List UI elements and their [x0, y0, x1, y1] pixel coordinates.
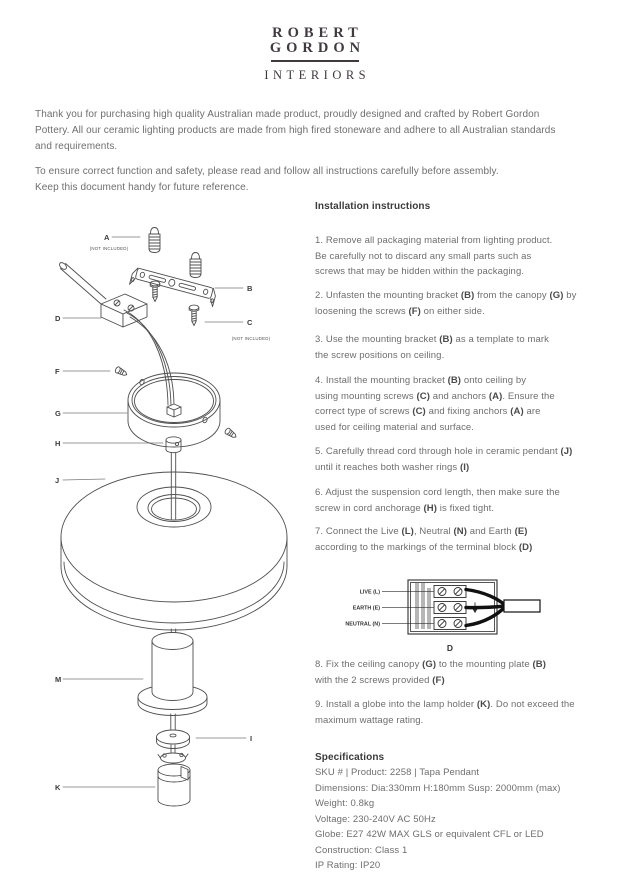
suspension-rod-top — [58, 261, 106, 304]
spec-line-construction: Construction: Class 1 — [315, 844, 408, 856]
cable-sheath — [504, 600, 540, 612]
canopy-screw-f-icon — [114, 366, 128, 378]
spec-line-sku: SKU # | Product: 2258 | Tapa Pendant — [315, 767, 480, 778]
cable-wires — [466, 590, 505, 626]
spec-line-globe: Globe: E27 42W MAX GLS or equivalent CFL or LED — [315, 829, 544, 840]
step-2: 2. Unfasten the mounting bracket (B) from the canopy (G) by loosening the screws (F) on either side. — [315, 290, 577, 317]
part-label-g: G — [55, 409, 61, 418]
specifications-heading: Specifications — [315, 752, 385, 763]
part-label-f: F — [55, 367, 60, 376]
lamp-holder — [158, 764, 190, 806]
step-9: 9. Install a globe into the lamp holder (K). Do not exceed the maximum wattage rating. — [315, 699, 575, 726]
step-3: 3. Use the mounting bracket (B) as a template to mark the screw positions on ceiling. — [315, 334, 549, 361]
clip-ring — [158, 745, 188, 763]
step-1: 1. Remove all packaging material from lighting product. Be carefully not to discard any small parts such as screws that may be hidden within the packaging. — [315, 235, 553, 277]
step-4: 4. Install the mounting bracket (B) onto ceiling by using mounting screws (C) and anchors (A). Ensure the correct type of screws (C) and fixing anchors (A) are used for ceiling material and surface. — [315, 375, 555, 433]
mounting-screw-c-icon — [189, 305, 199, 325]
step-7: 7. Connect the Live (L), Neutral (N) and Earth (E) according to the markings of the terminal block (D) — [315, 526, 533, 553]
part-label-h: H — [55, 439, 61, 448]
part-label-k: K — [55, 783, 61, 792]
brand-name-line1: ROBERT — [272, 25, 363, 41]
part-label-m: M — [55, 675, 62, 684]
wall-anchor-icon — [149, 228, 160, 253]
spec-line-weight: Weight: 0.8kg — [315, 798, 375, 809]
exploded-view-diagram — [30, 222, 310, 842]
wall-anchor-2-icon — [190, 253, 201, 278]
terminal-strip — [434, 586, 466, 630]
wire-label-neutral: NEUTRAL (N) — [345, 621, 380, 628]
spec-line-ip-rating: IP Rating: IP20 — [315, 860, 381, 871]
part-label-b: B — [247, 284, 253, 293]
part-label-a: A — [104, 233, 110, 242]
spec-line-dimensions: Dimensions: Dia:330mm H:180mm Susp: 2000mm (max) — [315, 782, 561, 794]
logo-divider — [271, 60, 359, 62]
canopy-fitting — [167, 404, 181, 417]
brand-name-line2: GORDON — [269, 39, 366, 56]
brand-subtitle: INTERIORS — [264, 67, 371, 82]
wire-label-live: LIVE (L) — [359, 589, 380, 596]
not-included-note-a: (NOT INCLUDED) — [89, 246, 129, 251]
step-5: 5. Carefully thread cord through hole in ceramic pendant (J) until it reaches both washer rings (I) — [315, 446, 573, 473]
canopy-screw-2-icon — [224, 427, 238, 439]
cord-anchorage — [166, 437, 181, 453]
step-6: 6. Adjust the suspension cord length, then make sure the screw in cord anchorage (H) is fixed tight. — [315, 487, 560, 514]
intro-paragraph-2: To ensure correct function and safety, please read and follow all instructions carefully before assembly. Keep this document handy for future reference. — [35, 166, 499, 193]
part-label-d: D — [55, 314, 61, 323]
not-included-note-c: (NOT INCLUDED) — [231, 336, 271, 341]
wiring-caption-d: D — [446, 643, 454, 653]
part-label-c: C — [247, 318, 253, 327]
intro-paragraph-1: Thank you for purchasing high quality Australian made product, proudly designed and crafted by Robert Gordon Pottery. All our ceramic lighting products are made from high fired stoneware and adhere to all Australian standards and requirements. — [35, 109, 556, 152]
instructions-heading: Installation instructions — [315, 201, 431, 212]
stem-cylinder — [138, 633, 207, 736]
part-label-j: J — [55, 476, 60, 485]
ceramic-pendant — [61, 472, 287, 630]
brand-logo — [0, 26, 630, 81]
spec-line-voltage: Voltage: 230-240V AC 50Hz — [315, 813, 436, 825]
washer-ring — [157, 730, 190, 749]
wiring-diagram — [333, 576, 563, 656]
specifications-list — [315, 765, 627, 874]
wire-label-earth: EARTH (E) — [352, 605, 380, 612]
step-8: 8. Fix the ceiling canopy (G) to the mounting plate (B) with the 2 screws provided (F) — [315, 659, 546, 686]
mounting-bracket — [129, 267, 217, 307]
part-label-i: I — [250, 734, 253, 743]
